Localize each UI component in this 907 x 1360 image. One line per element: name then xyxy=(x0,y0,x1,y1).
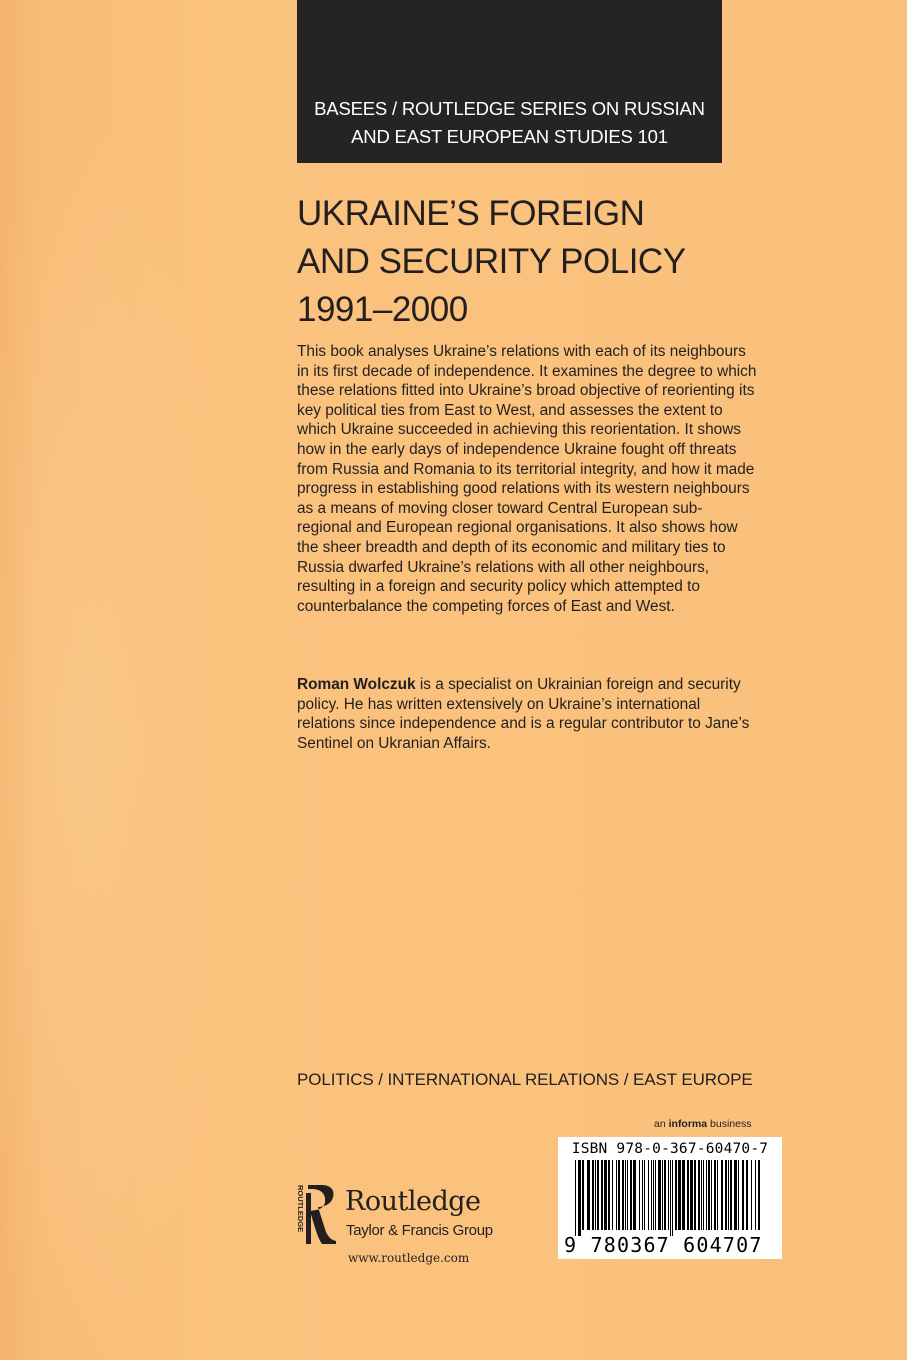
series-line-1: BASEES / ROUTLEDGE SERIES ON RUSSIAN xyxy=(314,98,705,119)
barcode-bar xyxy=(633,1160,636,1230)
cover-texture xyxy=(0,0,260,1360)
barcode-bar xyxy=(682,1160,685,1230)
barcode-bar xyxy=(734,1160,737,1230)
barcode-bar xyxy=(618,1160,620,1230)
barcode-bar xyxy=(708,1160,710,1230)
barcode-bar xyxy=(644,1160,645,1230)
barcode-bar xyxy=(651,1160,652,1230)
barcode-bar xyxy=(658,1160,661,1230)
barcode-bar xyxy=(616,1160,617,1230)
subject-category: POLITICS / INTERNATIONAL RELATIONS / EAST EUROPE xyxy=(297,1070,753,1089)
series-banner xyxy=(297,0,722,163)
book-description: This book analyses Ukraine’s relations with each of its neighbours in its first decade of independence. It examines the degree to which these relations fitted into Ukraine’s broad objective of reorienting its key political ties from East to West, and assesses the extent to which Ukraine succeeded in achieving this reorientation. It shows how in the early days of independence Ukraine fought off threats from Russia and Romania to its territorial integrity, and how it made progress in establishing good relations with its western neighbours as a means of moving closer toward Central European sub-regional and European regional organisations. It also shows how the sheer breadth and depth of its economic and military ties to Russia dwarfed Ukraine’s relations with all other neighbours, resulting in a foreign and security policy which attempted to counterbalance the competing forces of East and West. xyxy=(297,343,757,615)
barcode-bar xyxy=(690,1160,693,1230)
author-name: Roman Wolczuk xyxy=(297,676,416,693)
barcode-bar xyxy=(655,1160,656,1230)
barcode-bar xyxy=(678,1160,681,1230)
routledge-vertical-text: ROUTLEDGE xyxy=(296,1185,305,1233)
barcode-bar xyxy=(627,1160,628,1230)
barcode-bar xyxy=(738,1160,739,1230)
informa-brand: informa xyxy=(668,1118,708,1130)
barcode-bar xyxy=(630,1160,632,1230)
barcode-bar xyxy=(728,1160,729,1230)
informa-tagline xyxy=(654,1118,751,1130)
publisher-website[interactable]: www.routledge.com xyxy=(348,1251,470,1265)
barcode-bar xyxy=(642,1160,643,1230)
barcode-bar xyxy=(758,1160,760,1230)
barcode-bar xyxy=(725,1160,727,1230)
barcode-bar xyxy=(701,1160,702,1230)
barcode-bar xyxy=(582,1160,584,1230)
barcode-bar xyxy=(717,1160,718,1230)
barcode-bar xyxy=(587,1160,590,1230)
barcode-bar xyxy=(703,1160,704,1230)
routledge-logo-icon xyxy=(292,1183,338,1245)
barcode-bar xyxy=(662,1160,663,1230)
author-bio-text: is a specialist on Ukrainian foreign and security policy. He has written extensively on Ukraine’s international relations since independence and is a regular contributor to Jane’s Sentinel on Ukranian Affairs. xyxy=(297,676,750,752)
ean-number: 9 780367 604707 xyxy=(564,1233,763,1257)
barcode-bar xyxy=(694,1160,696,1230)
barcode-bar xyxy=(604,1160,607,1230)
barcode-bar xyxy=(592,1160,594,1230)
barcode-bar xyxy=(608,1160,610,1230)
barcode-bar xyxy=(721,1160,723,1230)
book-title xyxy=(297,190,857,334)
isbn-number: ISBN 978-0-367-60470-7 xyxy=(571,1141,769,1157)
barcode-bar xyxy=(578,1160,581,1236)
title-line-2: AND SECURITY POLICY xyxy=(297,242,686,281)
barcode-bar xyxy=(595,1160,596,1230)
barcode-bar xyxy=(675,1160,677,1230)
title-line-1: UKRAINE’S FOREIGN xyxy=(297,194,645,233)
barcode-bar xyxy=(672,1160,673,1236)
barcode-bar xyxy=(687,1160,689,1230)
series-line-2: AND EAST EUROPEAN STUDIES 101 xyxy=(351,126,668,147)
author-bio xyxy=(297,675,757,753)
barcode-bar xyxy=(597,1160,599,1230)
barcode-bar xyxy=(755,1160,756,1230)
barcode-bar xyxy=(639,1160,640,1230)
barcode-bar xyxy=(668,1160,669,1230)
barcode-bar xyxy=(612,1160,613,1230)
barcode-bar xyxy=(670,1160,671,1236)
series-title xyxy=(297,95,722,151)
barcode-bar xyxy=(706,1160,707,1230)
barcode-bar xyxy=(648,1160,649,1230)
barcode-bar xyxy=(698,1160,700,1230)
barcode-bar xyxy=(664,1160,666,1230)
isbn-barcode xyxy=(558,1137,782,1259)
publisher-name: Routledge xyxy=(345,1186,481,1217)
barcode-bar xyxy=(653,1160,654,1230)
barcode-bar xyxy=(575,1160,576,1236)
barcode-bar xyxy=(742,1160,744,1230)
informa-suffix: business xyxy=(707,1118,752,1130)
barcode-bar xyxy=(625,1160,626,1230)
informa-prefix: an xyxy=(654,1118,669,1130)
barcode-bars-icon xyxy=(575,1160,765,1236)
barcode-bar xyxy=(730,1160,732,1230)
barcode-bar xyxy=(711,1160,712,1230)
barcode-bar xyxy=(714,1160,716,1230)
barcode-bar xyxy=(601,1160,603,1230)
barcode-bar xyxy=(622,1160,624,1230)
barcode-bar xyxy=(751,1160,752,1230)
publisher-group: Taylor & Francis Group xyxy=(346,1222,493,1239)
barcode-bar xyxy=(746,1160,748,1230)
title-line-3: 1991–2000 xyxy=(297,290,468,329)
